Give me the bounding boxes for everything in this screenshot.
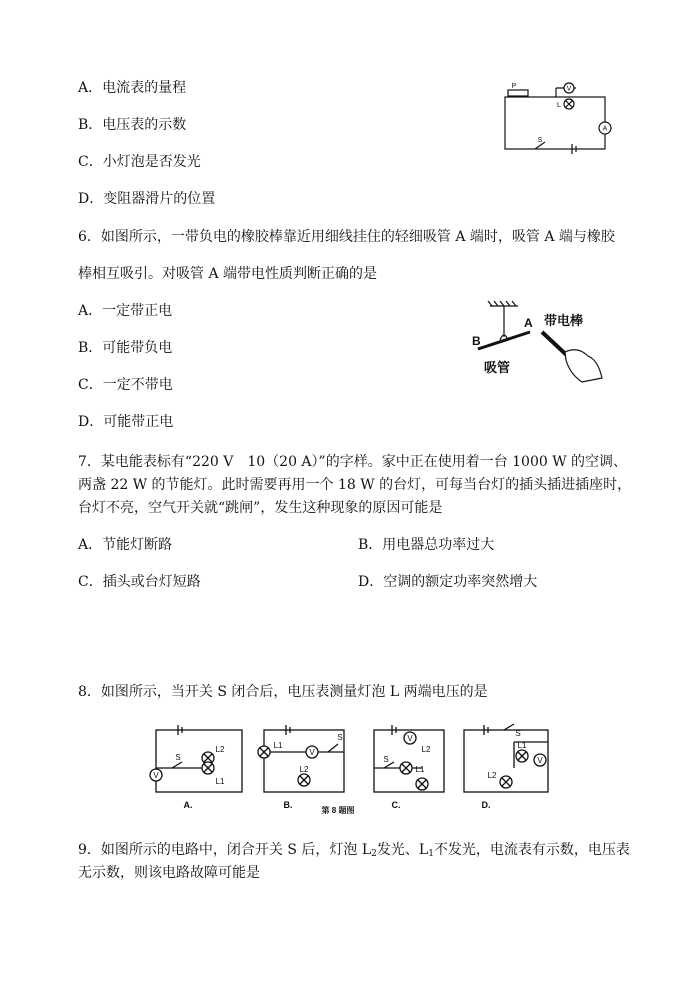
q6-option-b: B．可能带负电 (78, 340, 173, 356)
q7-option-a: A．节能灯断路 (78, 537, 173, 553)
q8-a-voltmeter-label: V (153, 771, 159, 780)
q8-label-b: B. (283, 800, 293, 810)
q9-stem-part3: 不发光，电流表有示数，电压表 (433, 842, 630, 858)
q8-d-switch-label: S (515, 729, 521, 738)
q6-label-b: B (472, 334, 481, 348)
q7-option-b: B．用电器总功率过大 (358, 537, 495, 553)
q5-label-a: A (602, 125, 608, 133)
q8-d-l2-label: L2 (487, 771, 497, 780)
q8-c-voltmeter-label: V (407, 734, 413, 743)
q7-stem-line2: 两盏 22 W 的节能灯。此时需要再用一个 18 W 的台灯，可每当台灯的插头插进插座时， (78, 477, 632, 493)
q9-stem-part2: 发光、L (376, 842, 429, 858)
q6-stem-line1: 6．如图所示，一带负电的橡胶棒靠近用细线挂住的轻细吸管 A 端时，吸管 A 端与橡胶 (78, 229, 615, 245)
q6-option-d: D．可能带正电 (78, 414, 174, 430)
q8-a-l2-label: L2 (215, 745, 225, 754)
q8-a-switch-label: S (175, 753, 181, 762)
q6-option-a: A．一定带正电 (78, 303, 173, 319)
q9-subscript-2: 2 (371, 849, 377, 859)
q8-c-l2-label: L2 (421, 745, 431, 754)
q9-stem-line2: 无示数，则该电路故障可能是 (78, 865, 260, 881)
q8-d-l1-label: L1 (517, 741, 527, 750)
q7-stem-line3: 台灯不亮，空气开关就“跳闸”，发生这种现象的原因可能是 (78, 500, 443, 516)
q5-option-a: A．电流表的量程 (78, 80, 187, 96)
q5-label-s: S (537, 137, 543, 144)
q8-stem: 8．如图所示，当开关 S 闭合后，电压表测量灯泡 L 两端电压的是 (78, 684, 488, 700)
q5-circuit-figure (500, 80, 620, 155)
q9-stem-part1: 9．如图所示的电路中，闭合开关 S 后，灯泡 L (78, 842, 372, 858)
q5-option-b: B．电压表的示数 (78, 117, 187, 133)
q5-label-l: L (557, 102, 561, 109)
q6-straw-rod-figure (470, 300, 615, 385)
q8-label-c: C. (391, 800, 401, 810)
q9-stem-line1 (78, 840, 630, 860)
q6-option-c: C．一定不带电 (78, 377, 173, 393)
q8-a-l1-label: L1 (215, 777, 225, 786)
q5-label-p: P (511, 83, 517, 90)
q8-figure-caption: 第 8 题图 (321, 806, 355, 815)
q8-b-l2-label: L2 (299, 765, 309, 774)
q8-d-voltmeter-label: V (537, 756, 543, 765)
q8-b-l1-label: L1 (273, 741, 283, 750)
q8-b-voltmeter-label: V (309, 748, 315, 757)
q5-option-c: C．小灯泡是否发光 (78, 154, 201, 170)
q8-c-switch-label: S (383, 755, 389, 764)
q7-stem-line1: 7．某电能表标有“220 V 10（20 A）”的字样。家中正在使用着一台 1000 W 的空调、 (78, 454, 628, 470)
q6-stem-line2: 棒相互吸引。对吸管 A 端带电性质判断正确的是 (78, 266, 378, 282)
q9-subscript-1: 1 (428, 849, 434, 859)
q6-label-a: A (524, 316, 533, 330)
q5-label-v: V (566, 85, 572, 93)
q5-option-d: D．变阻器滑片的位置 (78, 191, 216, 207)
q7-option-c: C．插头或台灯短路 (78, 574, 201, 590)
q8-c-l1-label: L1 (415, 765, 425, 774)
q6-label-rod: 带电棒 (544, 313, 584, 328)
q6-label-straw: 吸管 (484, 360, 511, 375)
q8-label-a: A. (183, 800, 193, 810)
q8-label-d: D. (481, 800, 491, 810)
q8-circuits-figure (148, 722, 558, 820)
q7-option-d: D．空调的额定功率突然增大 (358, 574, 538, 590)
q8-b-switch-label: S (337, 733, 343, 742)
